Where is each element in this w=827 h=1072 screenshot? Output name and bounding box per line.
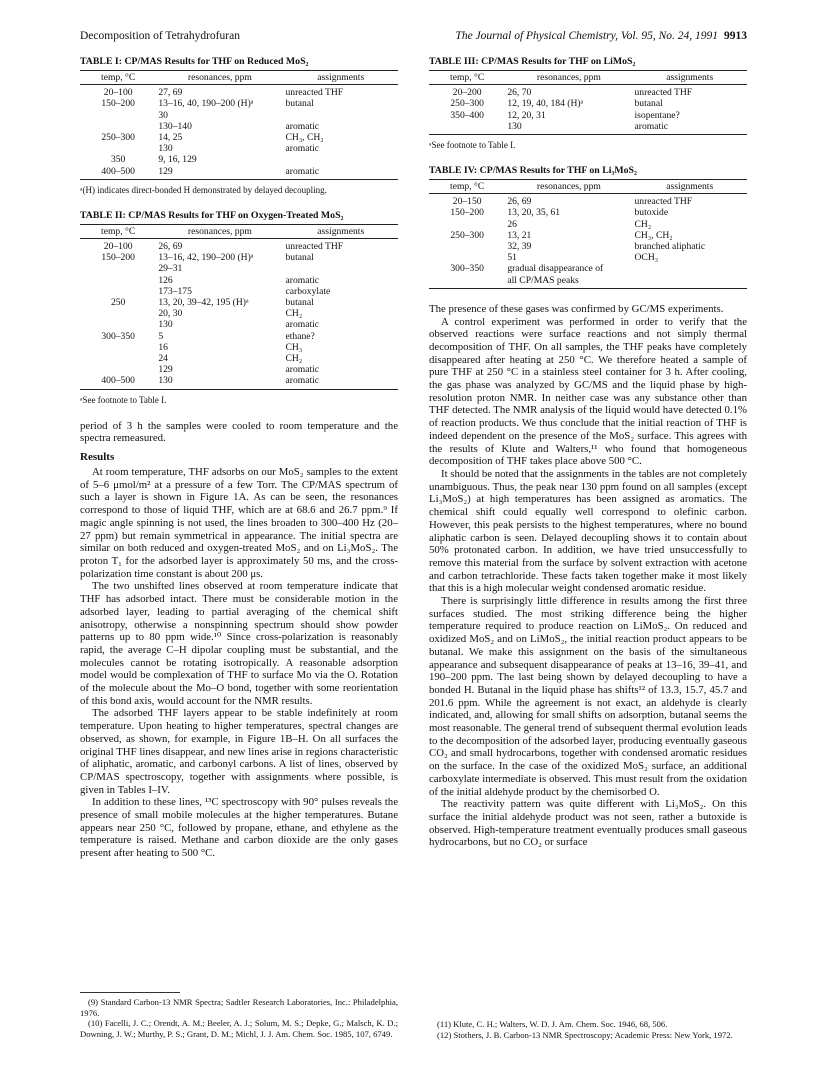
resonance-cell: 51 — [507, 252, 517, 264]
assignment-cell: butanal — [634, 98, 663, 110]
temp-cell — [80, 143, 156, 154]
table-1-grid — [80, 70, 398, 180]
temp-cell: 300–350 — [101, 330, 135, 342]
resonance-cell: 5 — [158, 330, 164, 342]
resonance-cell: 29–31 — [158, 263, 183, 275]
temp-cell: 20–100 — [103, 87, 133, 99]
table-3-header-resonances: resonances, ppm — [505, 71, 632, 85]
resonance-cell: 130–140 — [158, 120, 192, 132]
page-number: 9913 — [724, 30, 747, 42]
temp-cell: 350 — [110, 154, 126, 166]
assignment-cell: carboxylate — [285, 285, 331, 297]
journal-citation: The Journal of Physical Chemistry, Vol. 95, No. 24, 1991 — [455, 30, 718, 42]
assignment-cell — [633, 275, 748, 289]
temp-cell: 20–200 — [452, 87, 482, 99]
resonance-cell: 26, 70 — [507, 87, 532, 99]
table-row — [80, 143, 398, 154]
table-row — [80, 342, 398, 353]
assignment-cell: CH₃, CH₂ — [634, 229, 673, 241]
assignment-cell — [633, 263, 748, 274]
table-1-footnote: ᵃ(H) indicates direct-bonded H demonstrated by delayed decoupling. — [80, 184, 327, 195]
assignment-cell: CH₃, CH₂ — [285, 132, 324, 144]
table-3-grid — [429, 70, 747, 135]
assignment-cell: aromatic — [284, 375, 399, 389]
table-row — [80, 166, 398, 180]
table-3-header-temp: temp, °C — [429, 71, 505, 85]
table-4-title: TABLE IV: CP/MAS Results for THF on Li₃MoS₂ — [429, 165, 637, 177]
assignment-cell: unreacted THF — [285, 241, 344, 253]
footnote-11: (11) Klute, C. H.; Walters, W. D. J. Am. Chem. Soc. 1946, 68, 506. — [437, 1019, 668, 1029]
table-4 — [429, 165, 747, 289]
table-3-footnote: ᵃSee footnote to Table I. — [429, 140, 516, 151]
left-column — [80, 56, 398, 860]
assignment-cell: CH₂ — [285, 353, 303, 365]
table-4-header-temp: temp, °C — [429, 180, 505, 194]
assignment-cell: aromatic — [284, 166, 399, 180]
table-row — [429, 241, 747, 252]
resonance-cell: 129 — [158, 364, 173, 376]
resonance-cell: 12, 19, 40, 184 (H)ᵃ — [507, 98, 584, 110]
assignment-cell: branched aliphatic — [634, 241, 706, 253]
assignment-cell: CH₃ — [285, 341, 303, 353]
resonance-cell: 9, 16, 129 — [158, 154, 197, 166]
resonance-cell: 13, 21 — [507, 229, 532, 241]
table-row — [429, 121, 747, 135]
assignment-cell: unreacted THF — [634, 87, 693, 99]
assignment-cell: aromatic — [633, 121, 748, 135]
paragraph-control-experiment: A control experiment was performed in order to verify that the observed reactions were surface reactions and not simply thermal decomposition of THF. On all samples, the THF peaks have completely disappeared after heating at 250 °C. We therefore heated a sample of pure THF at 250 °C in a stainless steel container for 3 h. After cooling, the gas phase was analyzed by GC/MS and the liquid phase by high-resolution proton NMR. In neither case was any substance other than THF detected. The NMR analysis of the liquid would have detected 0.1% of reaction products. We thus conclude that the initial reaction of THF is indeed dependent on the presence of the MoS₂ surface. This agrees with the results of Klute and Walters,¹¹ who found that homogeneous decomposition of THF takes place above 500 °C. — [429, 315, 747, 468]
temp-cell — [80, 353, 156, 364]
table-row — [80, 364, 398, 375]
temp-cell — [80, 308, 156, 319]
temp-cell — [429, 275, 505, 289]
temp-cell: 150–200 — [450, 207, 484, 219]
table-row — [80, 286, 398, 297]
running-head-journal — [455, 30, 747, 42]
temp-cell — [80, 342, 156, 353]
table-row — [429, 263, 747, 274]
table-row — [80, 98, 398, 109]
table-row — [429, 207, 747, 218]
table-row — [80, 308, 398, 319]
resonance-cell: 30 — [158, 109, 168, 121]
resonance-cell: 24 — [158, 353, 168, 365]
table-1-header-assignments: assignments — [284, 71, 399, 85]
assignment-cell: aromatic — [285, 274, 320, 286]
temp-cell — [80, 319, 156, 330]
paragraph-results-3: The adsorbed THF layers appear to be stable indefinitely at room temperature. Upon heating to higher temperatures, spectral changes are observed, as shown, for example, in Figure 1B–H. On all surfaces the original THF lines disappear, and new lines arise in regions characteristic of aliphatic, aromatic, and carbonyl carbons. A list of lines, observed by CP/MAS spectroscopy, together with assignments where possible, is given in Tables I–IV. — [80, 707, 398, 796]
footnote-rule — [80, 992, 180, 993]
resonance-cell: 13, 20, 39–42, 195 (H)ᵃ — [158, 297, 249, 309]
resonance-cell: 26 — [507, 218, 517, 230]
assignment-cell — [284, 263, 399, 274]
table-2-header-assignments: assignments — [284, 224, 399, 238]
table-2-header-resonances: resonances, ppm — [156, 224, 283, 238]
temp-cell — [80, 110, 156, 121]
resonance-cell: 13–16, 40, 190–200 (H)ᵃ — [158, 98, 254, 110]
table-row — [429, 219, 747, 230]
table-1 — [80, 56, 398, 196]
table-2-header-temp: temp, °C — [80, 224, 156, 238]
table-4-header-resonances: resonances, ppm — [505, 180, 632, 194]
table-row — [429, 110, 747, 121]
footnotes-left — [80, 992, 398, 1039]
resonance-cell: 27, 69 — [158, 87, 183, 99]
running-head-title: Decomposition of Tetrahydrofuran — [80, 30, 240, 42]
table-row — [80, 319, 398, 330]
table-2 — [80, 210, 398, 406]
temp-cell — [429, 241, 505, 252]
temp-cell: 250–300 — [450, 98, 484, 110]
table-row — [80, 85, 398, 99]
table-3-title: TABLE III: CP/MAS Results for THF on LiMoS₂ — [429, 56, 636, 67]
temp-cell — [429, 252, 505, 263]
assignment-cell: butanal — [285, 297, 314, 309]
temp-cell: 250 — [110, 297, 126, 309]
table-row — [429, 85, 747, 99]
resonance-cell: 13, 20, 35, 61 — [507, 207, 561, 219]
paragraph-results-4: In addition to these lines, ¹³C spectroscopy with 90° pulses reveals the presence of small mobile molecules at the higher temperatures. Butane appears near 250 °C, followed by propane, ethane, and ethylene as the temperature is raised. Methane and carbon dioxide are the only gases present after heating to 500 °C. — [80, 796, 398, 860]
right-column — [429, 56, 747, 849]
footnotes-right — [429, 1019, 747, 1040]
table-row — [429, 275, 747, 289]
table-row — [429, 230, 747, 241]
table-row — [80, 353, 398, 364]
assignment-cell: CH₂ — [634, 218, 652, 230]
running-head — [80, 30, 747, 46]
table-1-header-temp: temp, °C — [80, 71, 156, 85]
assignment-cell: butoxide — [634, 207, 669, 219]
table-row — [80, 252, 398, 263]
temp-cell — [80, 286, 156, 297]
section-heading-results: Results — [80, 451, 115, 464]
table-row — [80, 375, 398, 389]
assignment-cell: aromatic — [285, 364, 320, 376]
table-row — [80, 110, 398, 121]
footnote-9: (9) Standard Carbon-13 NMR Spectra; Sadtler Research Laboratories, Inc.: Philadelphia, 1976. — [80, 997, 398, 1018]
footnote-12: (12) Stothers, J. B. Carbon-13 NMR Spectroscopy; Academic Press: New York, 1972. — [437, 1029, 733, 1040]
temp-cell: 400–500 — [80, 375, 156, 389]
temp-cell — [80, 364, 156, 375]
table-row — [80, 331, 398, 342]
resonance-cell: 12, 20, 31 — [507, 109, 546, 121]
paragraph-assignments: It should be noted that the assignments in the tables are not completely unambiguous. Thus, the peak near 130 ppm found on all samples (except Li₃MoS₂) at high temperatures has been assigned as aromatics. The chemical shift could equally well correspond to olefinic carbon. However, this peak persists to the highest temperatures, where no bound aliphatic carbon is seen. Delayed decoupling shows it to contain about 50% protonated carbon. In addition, we have tried unsuccessfully to remove this material from the surface by solvent extraction with acetone and carbon tetrachloride. These facts taken together make it most likely that this is a high molecular weight condensed aromatic residue. — [429, 467, 747, 595]
table-2-grid — [80, 224, 398, 390]
resonance-cell: 173–175 — [158, 285, 192, 297]
temp-cell: 300–350 — [450, 263, 484, 275]
assignment-cell: butanal — [285, 98, 314, 110]
table-4-grid — [429, 179, 747, 289]
resonance-cell: 130 — [156, 375, 283, 389]
table-row — [80, 132, 398, 143]
table-row — [429, 252, 747, 263]
assignment-cell: unreacted THF — [634, 196, 693, 208]
assignment-cell: aromatic — [285, 120, 320, 132]
temp-cell — [429, 121, 505, 135]
assignment-cell: isopentane? — [634, 109, 680, 121]
table-row — [80, 263, 398, 274]
table-row — [429, 98, 747, 109]
temp-cell: 250–300 — [101, 132, 135, 144]
temp-cell — [80, 263, 156, 274]
paragraph-comparison: There is surprisingly little difference in results among the first three surfaces studied. The most striking difference being the higher temperature required to produce reaction on LiMoS₂. On reduced and oxidized MoS₂ and on LiMoS₂, the initial reaction product appears to be butanal. We make this assignment on the basis of the simultaneous appearance and subsequent disappearance of peaks at 13–16, 39–41, and 190–200 ppm. The last being shown by delayed decoupling to have a bonded H. Butanal in the liquid phase has shifts¹² of 13.3, 15.7, 45.7 and 201.6 ppm. While the agreement is not exact, an aldehyde is clearly indicated, and, allowing for small shifts on adsorption, butanal seems the most reasonable. The general trend of subsequent thermal evolution leads to the decomposition of the adsorbed layer, producing eventually gaseous CO₂ and small hydrocarbons, together with condensed aromatic residues on the surface. In the case of the oxidized MoS₂ surface, an additional carboxylate intermediate is observed. This must result from the oxidation of the initial aldehyde product by the chemisorbed O. — [429, 595, 747, 798]
resonance-cell: 130 — [158, 143, 173, 155]
resonance-cell: 129 — [156, 166, 283, 180]
resonance-cell: 20, 30 — [158, 308, 183, 320]
resonance-cell: 130 — [505, 121, 632, 135]
resonance-cell: 14, 25 — [158, 132, 183, 144]
temp-cell: 400–500 — [80, 166, 156, 180]
table-row — [80, 121, 398, 132]
temp-cell — [80, 275, 156, 286]
paragraph-results-2: The two unshifted lines observed at room temperature indicate that THF has adsorbed intact. There must be considerable motion in the adsorbed layer, leading to partial averaging of the chemical shift anisotropy, otherwise a nonspinning spectrum should show powder patterns up to 80 ppm wide.¹⁰ Since cross-polarization is reasonably rapid, the average C–H dipolar coupling must be substantial, and the molecules cannot be rotating isotropically. A reasonable adsorption model would be complexation of THF to surface Mo via the O. Rotation of the molecule about the Mo–O bond, together with some reorientation of this bond axis, would account for the NMR results. — [80, 580, 398, 707]
table-4-header-assignments: assignments — [633, 180, 748, 194]
temp-cell: 150–200 — [101, 98, 135, 110]
assignment-cell: aromatic — [285, 143, 320, 155]
temp-cell — [80, 121, 156, 132]
assignment-cell — [284, 110, 399, 121]
table-row — [80, 154, 398, 165]
assignment-cell: ethane? — [285, 330, 315, 342]
footnote-10: (10) Facelli, J. C.; Orendt, A. M.; Beeler, A. J.; Solum, M. S.; Depke, G.; Malsch, K. D.; Downing, J. W.; Murthy, P. S.; Grant, D. M.; Michl, J. J. Am. Chem. Soc. 1985, 107, 6749. — [80, 1018, 398, 1039]
resonance-cell: 13–16, 42, 190–200 (H)ᵃ — [158, 252, 254, 264]
table-row — [80, 297, 398, 308]
assignment-cell: aromatic — [285, 319, 320, 331]
temp-cell: 350–400 — [450, 109, 484, 121]
assignment-cell: CH₂ — [285, 308, 303, 320]
table-row — [80, 239, 398, 253]
assignment-cell: unreacted THF — [285, 87, 344, 99]
paragraph-gcms: The presence of these gases was confirmed by GC/MS experiments. — [429, 302, 724, 315]
temp-cell: 150–200 — [101, 252, 135, 264]
table-1-title: TABLE I: CP/MAS Results for THF on Reduced MoS₂ — [80, 56, 309, 67]
assignment-cell: butanal — [285, 252, 314, 264]
table-2-title: TABLE II: CP/MAS Results for THF on Oxygen-Treated MoS₂ — [80, 209, 344, 221]
resonance-cell: 32, 39 — [507, 241, 532, 253]
temp-cell: 250–300 — [450, 229, 484, 241]
resonance-cell: 130 — [158, 319, 173, 331]
resonance-cell: all CP/MAS peaks — [505, 275, 632, 289]
table-row — [429, 194, 747, 208]
temp-cell: 20–150 — [452, 196, 482, 208]
paragraph-results-1: At room temperature, THF adsorbs on our MoS₂ samples to the extent of 5–6 μmol/m² at a pressure of a few Torr. The CP/MAS spectrum of such a layer is shown in Figure 1A. As can be seen, the resonances correspond to those of liquid THF, which are at 68.6 and 26.7 ppm.⁹ If magic angle spinning is not used, the lines broaden to 300–400 Hz (20–27 ppm) but remain symmetrical in appearance. The initial spectra are similar on both reduced and oxygen-treated MoS₂ and on Li₃MoS₂. The proton T₁ for the adsorbed layer is approximately 50 ms, and the cross-polarization time constant is about 200 μs. — [80, 466, 398, 580]
paragraph-continued: period of 3 h the samples were cooled to room temperature and the spectra remeasured. — [80, 419, 398, 445]
resonance-cell: 26, 69 — [158, 241, 183, 253]
resonance-cell: 126 — [158, 274, 173, 286]
resonance-cell: 16 — [158, 341, 168, 353]
table-row — [80, 275, 398, 286]
table-3 — [429, 56, 747, 151]
resonance-cell: 26, 69 — [507, 196, 532, 208]
table-2-footnote: ᵃSee footnote to Table I. — [80, 394, 167, 405]
assignment-cell: OCH₃ — [634, 252, 659, 264]
table-1-header-resonances: resonances, ppm — [156, 71, 283, 85]
assignment-cell — [284, 154, 399, 165]
paragraph-li3mos2: The reactivity pattern was quite different with Li₃MoS₂. On this surface the initial aldehyde product was not seen, rather a butoxide is observed. High-temperature treatment eventually produces small gaseous hydrocarbons, but no CO₂ or surface — [429, 798, 747, 849]
temp-cell: 20–100 — [103, 241, 133, 253]
table-3-header-assignments: assignments — [633, 71, 748, 85]
temp-cell — [429, 219, 505, 230]
resonance-cell: gradual disappearance of — [507, 263, 604, 275]
